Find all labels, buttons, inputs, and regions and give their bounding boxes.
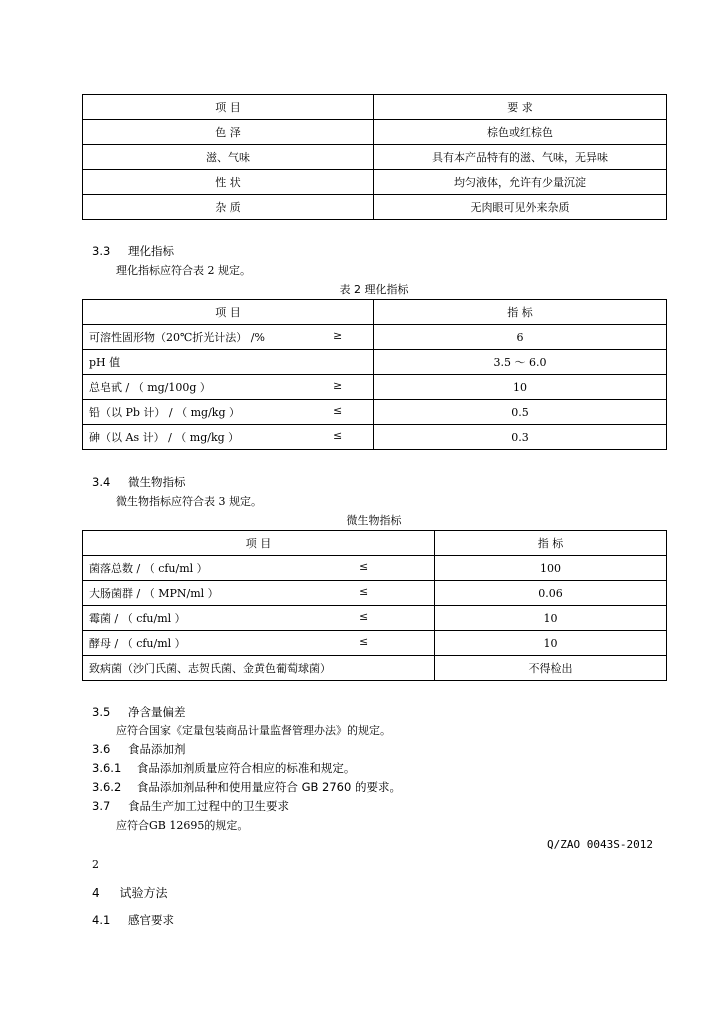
item-cell: 杂 质: [83, 195, 374, 220]
table-header-row: [83, 300, 667, 325]
subsection-text: 食品添加剂品种和使用量应符合 GB 2760 的要求。: [136, 780, 401, 794]
section-title: 微生物指标: [127, 475, 186, 489]
item-label: 铅（以 Pb 计） / （ mg/kg ）: [89, 406, 241, 419]
header-cell: 项 目: [83, 95, 374, 120]
paragraph: 微生物指标应符合表 3 规定。: [116, 495, 262, 508]
comparison-symbol: ≤: [359, 560, 369, 573]
table-caption: 微生物指标: [346, 514, 402, 527]
section-title: 食品生产加工过程中的卫生要求: [127, 799, 289, 813]
subsection: [92, 760, 355, 776]
table-header-row: [83, 531, 667, 556]
item-label: 可溶性固形物（20℃折光计法） /%: [89, 331, 265, 344]
document-code: Q/ZAO 0043S-2012: [547, 838, 653, 851]
table-row: [83, 400, 667, 425]
paragraph: 理化指标应符合表 2 规定。: [116, 264, 251, 277]
item-cell: [89, 429, 367, 445]
item-cell: 色 泽: [83, 120, 374, 145]
section-number: 3.5: [92, 705, 111, 719]
section-number: 4.1: [92, 913, 111, 927]
table-row: [83, 606, 667, 631]
item-cell: 性 状: [83, 170, 374, 195]
header-cell: 项 目: [83, 531, 435, 556]
item-cell: [89, 560, 428, 576]
table-row: [83, 556, 667, 581]
section-number: 4: [92, 886, 100, 900]
section-number: 3.4: [92, 475, 111, 489]
paragraph: 应符合GB 12695的规定。: [116, 819, 249, 832]
header-cell: 项 目: [83, 300, 374, 325]
table-row: [83, 170, 667, 195]
physicochemical-table: [82, 299, 667, 450]
item-label: 致病菌（沙门氏菌、志贺氏菌、金黄色葡萄球菌）: [89, 662, 331, 675]
section-number: 3.6.1: [92, 761, 122, 775]
table-row: [83, 375, 667, 400]
table-row: [83, 325, 667, 350]
value-cell: 10: [435, 631, 667, 656]
comparison-symbol: ≤: [333, 404, 343, 417]
table-row: [83, 656, 667, 681]
section-title: 净含量偏差: [127, 705, 186, 719]
comparison-symbol: ≤: [359, 585, 369, 598]
value-cell: 具有本产品特有的滋、气味，无异味: [374, 145, 667, 170]
value-cell: 0.5: [374, 400, 667, 425]
section-heading: [92, 912, 174, 928]
table-row: [83, 195, 667, 220]
value-cell: 10: [435, 606, 667, 631]
table-row: [83, 581, 667, 606]
section-title: 理化指标: [127, 244, 174, 258]
table-header-row: [83, 95, 667, 120]
section-heading: [92, 474, 185, 490]
item-cell: [89, 635, 428, 651]
subsection-text: 食品添加剂质量应符合相应的标准和规定。: [136, 761, 356, 775]
header-cell: 指 标: [374, 300, 667, 325]
value-cell: 棕色或红棕色: [374, 120, 667, 145]
section-number: 3.6: [92, 742, 111, 756]
table-row: [83, 425, 667, 450]
value-cell: 10: [374, 375, 667, 400]
comparison-symbol: ≥: [333, 329, 343, 342]
item-label: 砷（以 As 计） / （ mg/kg ）: [89, 431, 240, 444]
microbiological-table: [82, 530, 667, 681]
table-caption: 表 2 理化指标: [339, 283, 409, 296]
sensory-table: [82, 94, 667, 220]
section-number: 3.7: [92, 799, 111, 813]
item-cell: [89, 379, 367, 395]
item-label: 菌落总数 / （ cfu/ml ）: [89, 562, 208, 575]
value-cell: 0.3: [374, 425, 667, 450]
section-heading: [92, 798, 289, 814]
item-label: 霉菌 / （ cfu/ml ）: [89, 612, 186, 625]
item-cell: [89, 660, 428, 676]
table-row: [83, 145, 667, 170]
item-label: 总皂甙 / （ mg/100g ）: [89, 381, 211, 394]
item-cell: [89, 585, 428, 601]
header-cell: 要 求: [374, 95, 667, 120]
comparison-symbol: ≥: [333, 379, 343, 392]
table-row: [83, 350, 667, 375]
item-cell: [89, 354, 367, 370]
item-cell: 滋、气味: [83, 145, 374, 170]
subsection: [92, 779, 401, 795]
value-cell: 均匀液体，允许有少量沉淀: [374, 170, 667, 195]
section-title: 试验方法: [119, 886, 168, 900]
section-title: 食品添加剂: [127, 742, 186, 756]
comparison-symbol: ≤: [333, 429, 343, 442]
item-label: pH 值: [89, 356, 121, 369]
section-heading: [92, 704, 185, 720]
value-cell: 无肉眼可见外来杂质: [374, 195, 667, 220]
section-heading: [92, 741, 185, 757]
comparison-symbol: ≤: [359, 610, 369, 623]
item-label: 酵母 / （ cfu/ml ）: [89, 637, 186, 650]
page-number: 2: [92, 858, 99, 871]
value-cell: 3.5 ～ 6.0: [374, 350, 667, 375]
item-cell: [89, 329, 367, 345]
section-number: 3.3: [92, 244, 111, 258]
table-row: [83, 631, 667, 656]
section-heading: [92, 243, 174, 259]
table-row: [83, 120, 667, 145]
header-cell: 指 标: [435, 531, 667, 556]
paragraph: 应符合国家《定量包装商品计量监督管理办法》的规定。: [116, 724, 391, 737]
item-cell: [89, 610, 428, 626]
comparison-symbol: ≤: [359, 635, 369, 648]
section-heading: [92, 884, 167, 901]
value-cell: 6: [374, 325, 667, 350]
value-cell: 不得检出: [435, 656, 667, 681]
section-title: 感官要求: [127, 913, 174, 927]
value-cell: 100: [435, 556, 667, 581]
item-cell: [89, 404, 367, 420]
item-label: 大肠菌群 / （ MPN/ml ）: [89, 587, 219, 600]
section-number: 3.6.2: [92, 780, 122, 794]
value-cell: 0.06: [435, 581, 667, 606]
